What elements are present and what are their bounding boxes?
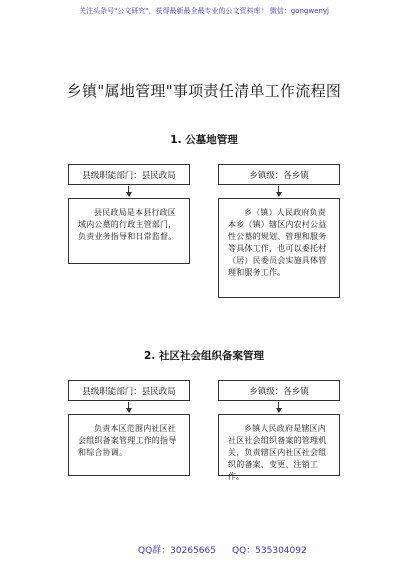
section-1-right-arrow-head	[276, 192, 282, 197]
footer-qq: QQ：535304092	[232, 546, 307, 556]
section-2-township-label-box: 乡镇级：各乡镇	[218, 380, 340, 401]
section-2-right-arrow-head	[276, 408, 282, 413]
section-1-title: 1. 公墓地管理	[170, 134, 238, 146]
section-1-township-desc-box: 乡（镇）人民政府负责本乡（镇）辖区内农村公益性公墓的规划、管理和服务等具体工作，也可以委托村（居）民委员会实施具体管理和服务工作。	[218, 198, 340, 298]
section-1-township-label-box: 乡镇级：各乡镇	[218, 164, 340, 185]
section-2-county-desc-box: 负责本区范围内社区社会组织备案管理工作的指导和综合协调。	[68, 414, 190, 476]
header-note: 关注头条号"公文研究"，获得最新最全最专业的公文资料库！ 微信：gongwenyj	[79, 7, 329, 15]
section-2-county-label-box: 县级职能部门：县民政局	[68, 380, 190, 401]
page-title: 乡镇"属地管理"事项责任清单工作流程图	[66, 82, 342, 100]
section-2-left-arrow-head	[126, 408, 132, 413]
section-2-title: 2. 社区社会组织备案管理	[144, 350, 264, 362]
section-1-county-label-box: 县级职能部门：县民政局	[68, 164, 190, 185]
footer-qq-group: QQ群：30265665	[138, 546, 216, 556]
section-1-county-desc-box: 县民政局是本县行政区域内公墓的行政主管部门，负责业务指导和日常监督。	[68, 198, 190, 264]
section-1-left-arrow-head	[126, 192, 132, 197]
section-2-township-desc-box: 乡镇人民政府是辖区内社区社会组织备案的管理机关，负责辖区内社区社会组织的备案、变更、注销工作。	[218, 414, 340, 476]
